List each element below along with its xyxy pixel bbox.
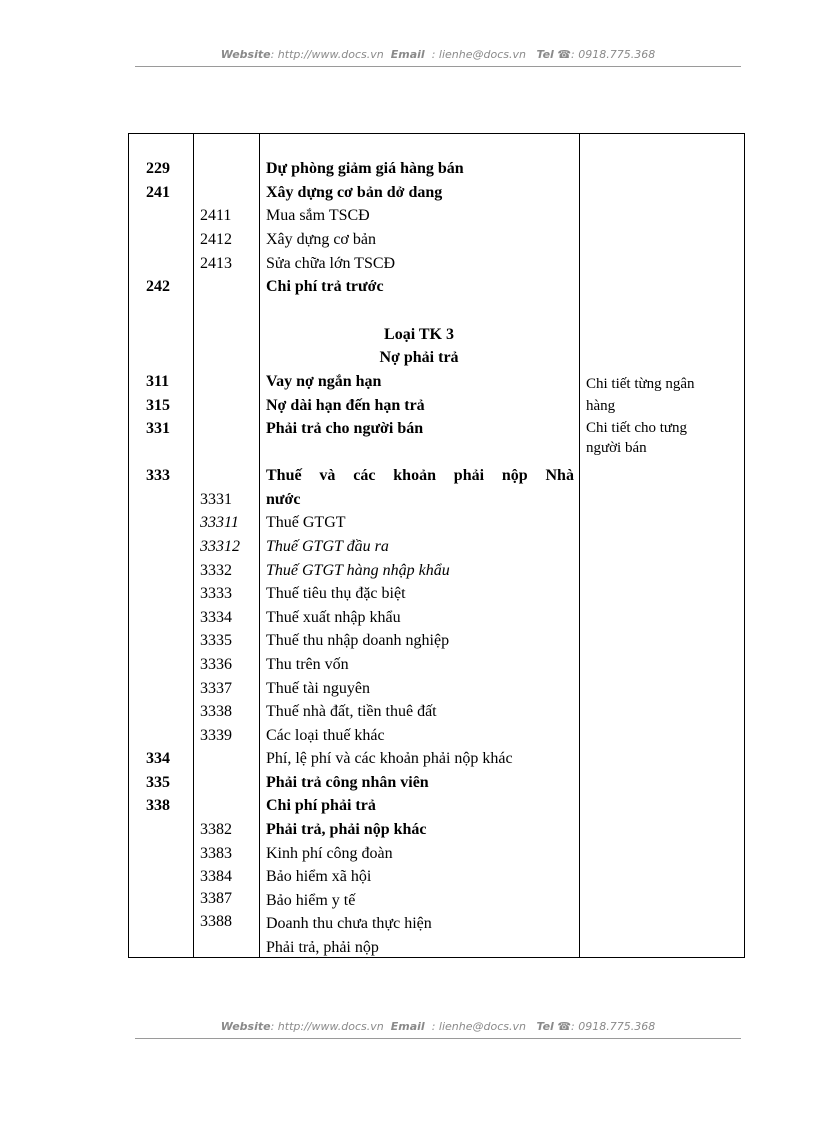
sub-account-code: 3336: [200, 656, 232, 673]
sub-account-code: 3384: [200, 868, 232, 885]
page-header: [135, 48, 741, 61]
account-name: Thuế tiêu thụ đặc biệt: [266, 585, 406, 602]
account-code: 241: [146, 184, 170, 201]
column-divider: [259, 134, 260, 957]
footer-email-label: Email: [390, 1020, 425, 1033]
sub-account-code: 3338: [200, 703, 232, 720]
account-code: 333: [146, 467, 170, 484]
word: nộp: [501, 467, 528, 484]
sub-account-code: 3337: [200, 680, 232, 697]
sub-account-code: 3383: [200, 845, 232, 862]
header-tel-value: : 0918.775.368: [571, 48, 656, 61]
sub-account-code: 3339: [200, 727, 232, 744]
account-name: Các loại thuế khác: [266, 727, 385, 744]
footer-website-label: Website: [220, 1020, 271, 1033]
column-divider: [193, 134, 194, 957]
account-name: Phải trả, phải nộp khác: [266, 821, 427, 838]
account-name: Mua sắm TSCĐ: [266, 207, 370, 224]
sub-account-code: 3388: [200, 913, 232, 930]
account-name: Phải trả, phải nộp: [266, 939, 379, 956]
account-name: Thu trên vốn: [266, 656, 349, 673]
sub-account-code: 3334: [200, 609, 232, 626]
section-title: Loại TK 3: [384, 326, 454, 343]
sub-account-code: 3382: [200, 821, 232, 838]
account-name: Nợ dài hạn đến hạn trả: [266, 397, 425, 414]
word: Thuế: [266, 467, 302, 484]
phone-icon: ☎: [557, 1020, 572, 1033]
account-name: Bảo hiểm xã hội: [266, 868, 372, 885]
header-tel-label: Tel: [536, 48, 554, 61]
account-note: Chi tiết từng ngân: [586, 376, 695, 392]
account-name: Phải trả công nhân viên: [266, 774, 429, 791]
footer-divider: [135, 1038, 741, 1039]
sub-account-code: 3331: [200, 491, 232, 508]
account-code: 338: [146, 797, 170, 814]
word: các: [353, 467, 376, 484]
account-name: Xây dựng cơ bản: [266, 231, 376, 248]
account-name: Sửa chữa lớn TSCĐ: [266, 255, 396, 272]
header-email-label: Email: [390, 48, 425, 61]
header-website-label: Website: [220, 48, 271, 61]
account-name: Xây dựng cơ bản dở dang: [266, 184, 443, 201]
account-name: Chi phí trả trước: [266, 278, 384, 295]
column-divider: [579, 134, 580, 957]
header-divider: [135, 66, 741, 67]
account-name: Thuế GTGT: [266, 514, 346, 531]
account-name: Dự phòng giảm giá hàng bán: [266, 160, 464, 177]
sub-account-code: 3335: [200, 632, 232, 649]
account-code: 311: [146, 373, 170, 390]
sub-account-code: 2413: [200, 255, 232, 272]
account-code: 242: [146, 278, 170, 295]
sub-account-code: 2412: [200, 231, 232, 248]
section-subtitle: Nợ phải trả: [379, 349, 459, 366]
account-name-justified: [266, 466, 574, 486]
account-code: 334: [146, 750, 170, 767]
header-website-url[interactable]: : http://www.docs.vn: [270, 48, 384, 61]
account-note: hàng: [586, 398, 616, 414]
page-footer: [135, 1020, 741, 1033]
account-name: Thuế GTGT đầu ra: [266, 538, 389, 555]
account-name: Bảo hiểm y tế: [266, 892, 356, 909]
account-code: 335: [146, 774, 170, 791]
account-code: 315: [146, 397, 170, 414]
account-code: 331: [146, 420, 170, 437]
account-name: Vay nợ ngắn hạn: [266, 373, 382, 390]
word: và: [319, 467, 336, 484]
footer-tel-value: : 0918.775.368: [571, 1020, 656, 1033]
account-name: Thuế thu nhập doanh nghiệp: [266, 632, 450, 649]
account-name: nước: [266, 491, 301, 508]
account-name: Thuế nhà đất, tiền thuê đất: [266, 703, 437, 720]
account-name: Phải trả cho người bán: [266, 420, 424, 437]
account-name: Doanh thu chưa thực hiện: [266, 915, 432, 932]
account-name: Kinh phí công đoàn: [266, 845, 393, 862]
header-email-value[interactable]: : lienhe@docs.vn: [431, 48, 526, 61]
account-note: người bán: [586, 440, 647, 456]
account-table: [128, 133, 745, 958]
sub-account-code: 3332: [200, 562, 232, 579]
word: khoản: [393, 467, 436, 484]
sub-account-code: 33312: [200, 538, 240, 555]
account-name: Thuế GTGT hàng nhập khẩu: [266, 562, 450, 579]
sub-account-code: 2411: [200, 207, 232, 224]
sub-account-code: 3387: [200, 890, 232, 907]
word: phải: [453, 467, 485, 484]
footer-website-url[interactable]: : http://www.docs.vn: [270, 1020, 384, 1033]
sub-account-code: 33311: [200, 514, 239, 531]
account-name: Thuế tài nguyên: [266, 680, 370, 697]
account-name: Chi phí phải trả: [266, 797, 376, 814]
sub-account-code: 3333: [200, 585, 232, 602]
footer-email-value[interactable]: : lienhe@docs.vn: [431, 1020, 526, 1033]
account-note: Chi tiết cho tưng: [586, 420, 688, 436]
account-code: 229: [146, 160, 170, 177]
footer-tel-label: Tel: [536, 1020, 554, 1033]
account-name: Thuế xuất nhập khẩu: [266, 609, 401, 626]
phone-icon: ☎: [557, 48, 572, 61]
word: Nhà: [545, 467, 574, 484]
account-name: Phí, lệ phí và các khoản phải nộp khác: [266, 750, 513, 767]
